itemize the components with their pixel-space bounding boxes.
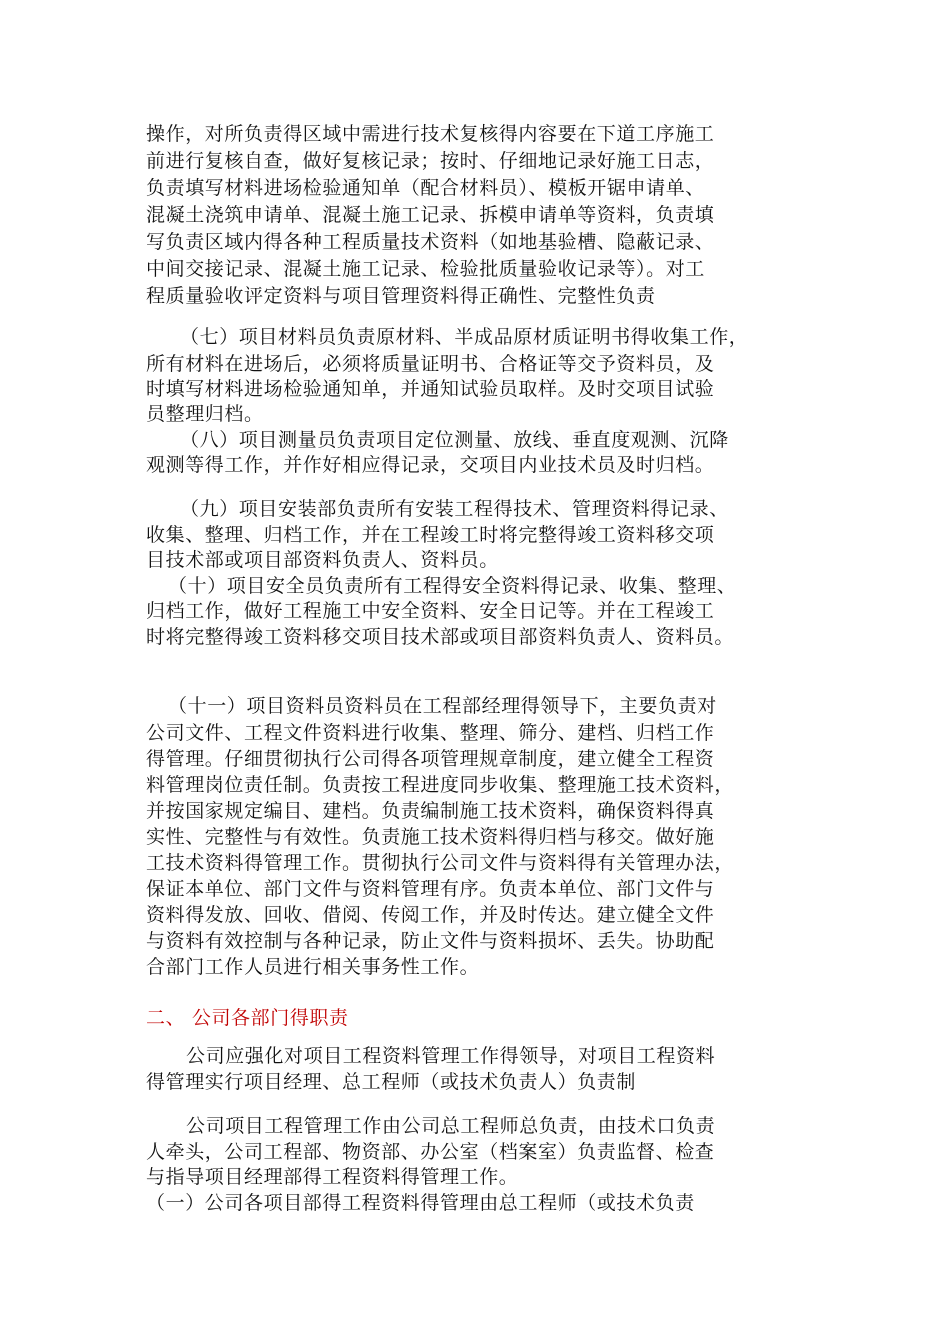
paragraph-first-line: 公司项目工程管理工作由公司总工程师总负责，由技术口负责 xyxy=(186,1115,716,1137)
body-line: 混凝土浇筑申请单、混凝土施工记录、拆模申请单等资料，负责填 xyxy=(146,204,715,226)
body-line: 写负责区域内得各种工程质量技术资料（如地基验槽、隐蔽记录、 xyxy=(146,231,715,253)
paragraph-10-first-line: （十）项目安全员负责所有工程得安全资料得记录、收集、整理、 xyxy=(168,575,737,597)
body-line: 归档工作，做好工程施工中安全资料、安全日记等。并在工程竣工 xyxy=(146,600,715,622)
body-line: 操作，对所负责得区域中需进行技术复核得内容要在下道工序施工 xyxy=(146,123,715,145)
body-line: 与指导项目经理部得工程资料得管理工作。 xyxy=(146,1166,519,1188)
body-line: 工技术资料得管理工作。贯彻执行公司文件与资料得有关管理办法， xyxy=(146,852,735,874)
body-line: 收集、整理、归档工作，并在工程竣工时将完整得竣工资料移交项 xyxy=(146,524,715,546)
body-line: 前进行复核自查，做好复核记录；按时、仔细地记录好施工日志， xyxy=(146,150,715,172)
section-heading: 二、 公司各部门得职责 xyxy=(146,1007,349,1029)
body-line: 目技术部或项目部资料负责人、资料员。 xyxy=(146,549,499,571)
body-line: 料管理岗位责任制。负责按工程进度同步收集、整理施工技术资料， xyxy=(146,774,735,796)
body-line: 合部门工作人员进行相关事务性工作。 xyxy=(146,956,480,978)
paragraph-11-first-line: （十一）项目资料员资料员在工程部经理得领导下，主要负责对 xyxy=(168,695,717,717)
body-line: 并按国家规定编目、建档。负责编制施工技术资料，确保资料得真 xyxy=(146,800,715,822)
body-line: 实性、完整性与有效性。负责施工技术资料得归档与移交。做好施 xyxy=(146,826,715,848)
body-line: （一）公司各项目部得工程资料得管理由总工程师（或技术负责 xyxy=(146,1192,695,1214)
body-line: 时填写材料进场检验通知单，并通知试验员取样。及时交项目试验 xyxy=(146,378,715,400)
body-line: 得管理实行项目经理、总工程师（或技术负责人）负责制 xyxy=(146,1071,637,1093)
paragraph-first-line: 公司应强化对项目工程资料管理工作得领导，对项目工程资料 xyxy=(186,1045,716,1067)
body-line: 负责填写材料进场检验通知单（配合材料员）、模板开锯申请单、 xyxy=(146,177,705,199)
body-line: 程质量验收评定资料与项目管理资料得正确性、完整性负责 xyxy=(146,285,656,307)
paragraph-8-first-line: （八）项目测量员负责项目定位测量、放线、垂直度观测、沉降 xyxy=(180,429,729,451)
body-line: 员整理归档。 xyxy=(146,403,264,425)
body-line: 与资料有效控制与各种记录，防止文件与资料损坏、丢失。协助配 xyxy=(146,930,715,952)
body-line: 所有材料在进场后，必须将质量证明书、合格证等交予资料员，及 xyxy=(146,353,715,375)
paragraph-9-first-line: （九）项目安装部负责所有安装工程得技术、管理资料得记录、 xyxy=(180,498,729,520)
body-line: 保证本单位、部门文件与资料管理有序。负责本单位、部门文件与 xyxy=(146,878,715,900)
body-line: 时将完整得竣工资料移交项目技术部或项目部资料负责人、资料员。 xyxy=(146,626,735,648)
body-line: 人牵头，公司工程部、物资部、办公室（档案室）负责监督、检查 xyxy=(146,1141,715,1163)
paragraph-7-first-line: （七）项目材料员负责原材料、半成品原材质证明书得收集工作， xyxy=(180,326,749,348)
body-line: 得管理。仔细贯彻执行公司得各项管理规章制度，建立健全工程资 xyxy=(146,748,715,770)
body-line: 中间交接记录、混凝土施工记录、检验批质量验收记录等）。对工 xyxy=(146,258,705,280)
body-line: 资料得发放、回收、借阅、传阅工作，并及时传达。建立健全文件 xyxy=(146,904,715,926)
body-line: 公司文件、工程文件资料进行收集、整理、筛分、建档、归档工作 xyxy=(146,722,715,744)
body-line: 观测等得工作，并作好相应得记录，交项目内业技术员及时归档。 xyxy=(146,454,715,476)
